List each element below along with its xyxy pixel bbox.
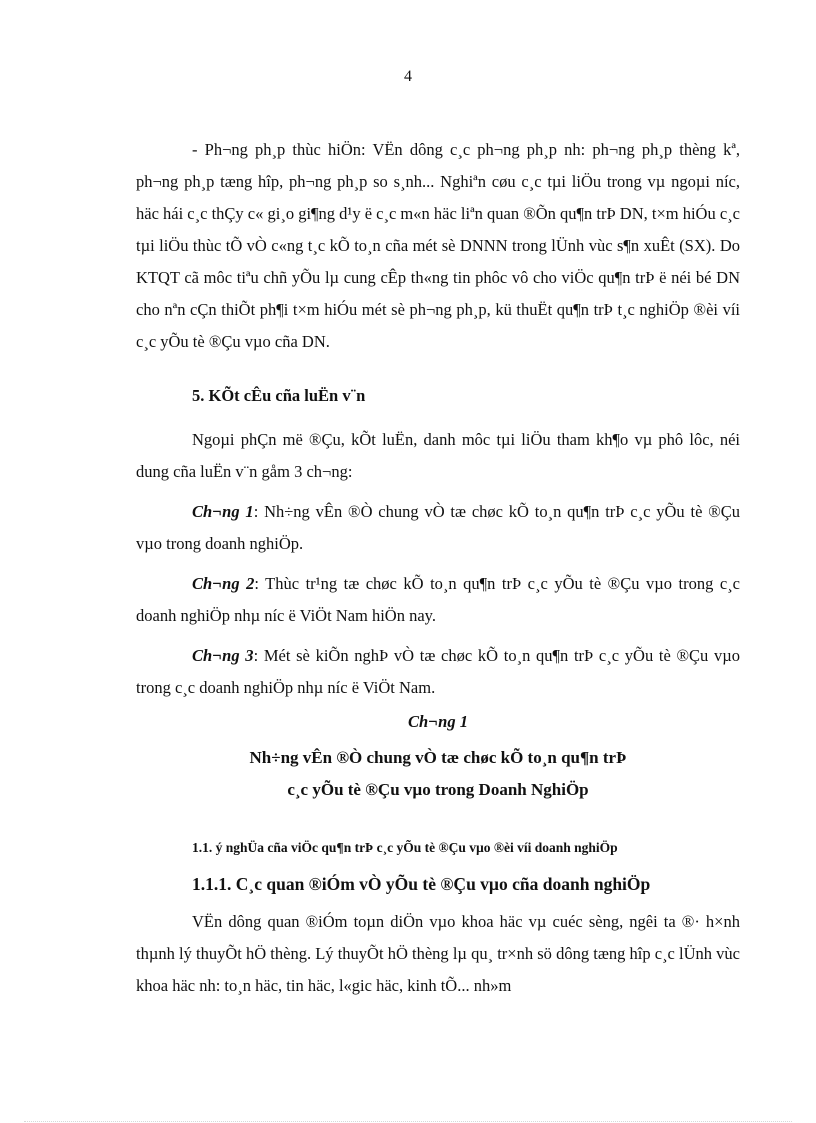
document-body (136, 134, 740, 1002)
structure-intro-paragraph: Ngoµi phÇn më ®Çu, kÕt luËn, danh môc tµi liÖu tham kh¶o vµ phô lôc, néi dung cña luËn v¨n gåm 3 ch¬ng: (136, 430, 740, 481)
section-1-1-heading: 1.1. ý nghÜa cña viÖc qu¶n trÞ c¸c yÕu tè ®Çu vµo ®èi víi doanh nghiÖp (192, 840, 618, 855)
section-5-heading: 5. KÕt cÊu cña luËn v¨n (192, 386, 366, 405)
chapter-2-label: Ch¬ng 2 (192, 574, 255, 593)
method-paragraph: - Ph¬ng ph¸p thùc hiÖn: VËn dông c¸c ph¬ng ph¸p nh: ph¬ng ph¸p thèng kª, ph¬ng ph¸p tæng hîp, ph¬ng ph¸p so s¸nh... Nghiªn cøu c¸c tµi liÖu trong vµ ngoµi níc, häc hái c¸c thÇy c« gi¸o gi¶ng d¹y ë c¸c m«n häc liªn quan ®Õn qu¶n trÞ DN, t×m hiÓu c¸c tµi liÖu thùc tÕ vÒ c«ng t¸c kÕ to¸n cña mét sè DNNN trong lÜnh vùc s¶n xuÊt (SX). Do KTQT cã môc tiªu chñ yÕu lµ cung cÊp th«ng tin phôc vô cho viÖc qu¶n trÞ ë néi bé DN cho nªn cÇn thiÕt ph¶i t×m hiÓu mét sè ph¬ng ph¸p, kü thuËt qu¶n trÞ t¸c nghiÖp ®èi víi c¸c yÕu tè ®Çu vµo cña DN. (136, 140, 740, 351)
page-number: 4 (404, 68, 412, 85)
chapter-1-heading-line-2: c¸c yÕu tè ®Çu vµo trong Doanh NghiÖp (287, 780, 589, 799)
chapter-3-label: Ch¬ng 3 (192, 646, 254, 665)
section-1-1-1-heading: 1.1.1. C¸c quan ®iÓm vÒ yÕu tè ®Çu vµo cña doanh nghiÖp (192, 874, 651, 894)
chapter-1-summary-text: : Nh÷ng vÊn ®Ò chung vÒ tæ chøc kÕ to¸n qu¶n trÞ c¸c yÕu tè ®Çu vµo trong doanh nghiÖp. (136, 502, 741, 553)
chapter-1-summary (136, 496, 740, 560)
chapter-1-title-label: Ch¬ng 1 (408, 712, 468, 731)
chapter-1-heading-line-1: Nh÷ng vÊn ®Ò chung vÒ tæ chøc kÕ to¸n qu¶n trÞ (249, 748, 627, 767)
chapter-1-label: Ch¬ng 1 (192, 502, 254, 521)
chapter-3-summary (136, 640, 740, 704)
chapter-2-summary (136, 568, 740, 632)
chapter-1-body-paragraph: VËn dông quan ®iÓm toµn diÖn vµo khoa häc vµ cuéc sèng, ngêi ta ®· h×nh thµnh lý thuyÕt hÖ thèng. Lý thuyÕt hÖ thèng lµ qu¸ tr×nh sö dông tæng hîp c¸c lÜnh vùc khoa häc nh: to¸n häc, tin häc, l«gic häc, kinh tÕ... nh»m (136, 912, 740, 995)
chapter-3-summary-text: : Mét sè kiÕn nghÞ vÒ tæ chøc kÕ to¸n qu¶n trÞ c¸c yÕu tè ®Çu vµo trong c¸c doanh nghiÖp nhµ níc ë ViÖt Nam. (136, 646, 740, 697)
chapter-2-summary-text: : Thùc tr¹ng tæ chøc kÕ to¸n qu¶n trÞ c¸c yÕu tè ®Çu vµo trong c¸c doanh nghiÖp nhµ níc ë ViÖt Nam hiÖn nay. (136, 574, 740, 625)
page-bottom-divider (24, 1121, 792, 1122)
